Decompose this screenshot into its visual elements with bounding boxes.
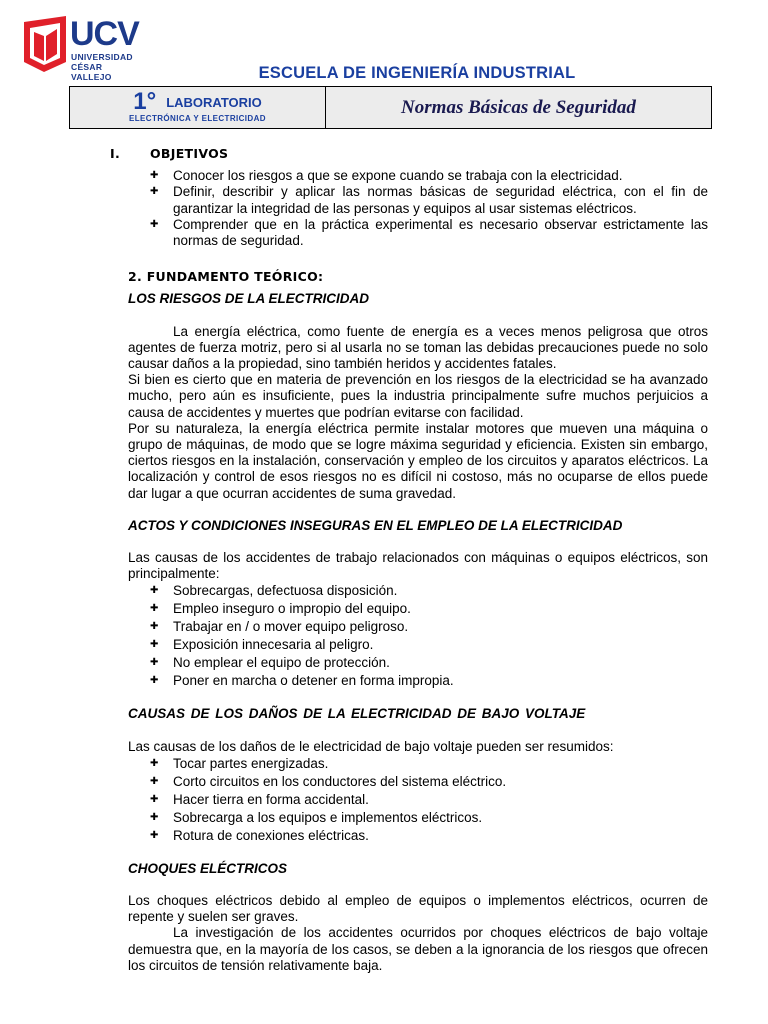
logo-line-2: CÉSAR VALLEJO [71, 62, 112, 82]
list-item: ✚ Sobrecarga a los equipos e implementos eléctricos. [173, 809, 708, 827]
objetivos-list [128, 168, 708, 249]
list-item: ✚ Hacer tierra en forma accidental. [173, 791, 708, 809]
list-item: ✚ Poner en marcha o detener en forma impropia. [173, 672, 708, 690]
section-objetivos-heading [110, 146, 708, 162]
list-item: ✚ Comprender que en la práctica experimental es necesario observar estrictamente las normas de seguridad. [173, 217, 708, 249]
actos-heading: ACTOS Y CONDICIONES INSEGURAS EN EL EMPLEO DE LA ELECTRICIDAD [128, 517, 623, 533]
section-number: I. [110, 146, 120, 161]
logo-line-1: UNIVERSIDAD [71, 52, 133, 62]
header-lab-cell [70, 87, 326, 128]
section-title: OBJETIVOS [150, 146, 229, 161]
logo-acronym: UCV [70, 15, 139, 53]
lab-label: LABORATORIO [166, 94, 262, 110]
paragraph: Las causas de los accidentes de trabajo relacionados con máquinas o equipos eléctricos, son principalmente: [128, 550, 708, 582]
causas-list [128, 755, 708, 845]
list-item: ✚ Tocar partes energizadas. [173, 755, 708, 773]
list-item: ✚ Sobrecargas, defectuosa disposición. [173, 582, 708, 600]
list-item: ✚ Rotura de conexiones eléctricas. [173, 827, 708, 845]
section-fundamento-heading: 2. FUNDAMENTO TEÓRICO: [128, 269, 324, 285]
paragraph: Si bien es cierto que en materia de prevención en los riesgos de la electricidad se ha avanzado mucho, pero aún es insuficiente, pues la industria principalmente sufre muchos perjuicios a causa de accidentes y muertes que podrían evitarse con facilidad. [128, 372, 708, 420]
choques-heading: CHOQUES ELÉCTRICOS [128, 860, 288, 876]
list-item: ✚ Trabajar en / o mover equipo peligroso. [173, 618, 708, 636]
document-title: Normas Básicas de Seguridad [401, 96, 636, 118]
list-item: ✚ No emplear el equipo de protección. [173, 654, 708, 672]
list-item: ✚ Conocer los riesgos a que se expone cuando se trabaja con la electricidad. [173, 168, 708, 184]
causas-heading: CAUSAS DE LOS DAÑOS DE LA ELECTRICIDAD DE BAJO VOLTAJE [128, 706, 586, 722]
document-body [110, 146, 708, 974]
list-item: ✚ Definir, describir y aplicar las normas básicas de seguridad eléctrica, con el fin de garantizar la integridad de las personas y equipos al usar sistemas eléctricos. [173, 184, 708, 216]
school-title: ESCUELA DE INGENIERÍA INDUSTRIAL [258, 64, 576, 82]
lab-subtitle: ELECTRÓNICA Y ELECTRICIDAD [129, 114, 266, 123]
header-box [69, 86, 712, 129]
paragraph: La investigación de los accidentes ocurridos por choques eléctricos de bajo voltaje demuestra que, en la mayoría de los casos, se deben a la ignorancia de los riesgos que ofrecen los circuitos de tensión relativamente baja. [128, 925, 708, 973]
paragraph: Los choques eléctricos debido al empleo de equipos o implementos eléctricos, ocurren de repente y suelen ser graves. [128, 893, 708, 925]
list-item: ✚ Empleo inseguro o impropio del equipo. [173, 600, 708, 618]
riesgos-heading: LOS RIESGOS DE LA ELECTRICIDAD [128, 291, 370, 307]
lab-number: 1° [133, 88, 157, 115]
paragraph: La energía eléctrica, como fuente de energía es a veces menos peligrosa que otros agentes de fuerza motriz, pero si al usarla no se toman las debidas precauciones puede no solo causar daños a la propiedad, sino también heridos y accidentes fatales. [128, 323, 708, 372]
list-item: ✚ Corto circuitos en los conductores del sistema eléctrico. [173, 773, 708, 791]
actos-list [128, 582, 708, 690]
paragraph: Las causas de los daños de le electricidad de bajo voltaje pueden ser resumidos: [128, 738, 614, 754]
paragraph: Por su naturaleza, la energía eléctrica permite instalar motores que mueven una máquina o grupo de máquinas, de modo que se logre máxima seguridad y eficiencia. Existen sin embargo, ciertos riesgos en la instalación, conservación y empleo de los circuitos y aparatos eléctricos. La localización y control de esos riesgos no es difícil ni costoso, más no ocuparse de ellos puede dar lugar a que ocurran accidentes de suma gravedad. [128, 420, 708, 501]
list-item: ✚ Exposición innecesaria al peligro. [173, 636, 708, 654]
